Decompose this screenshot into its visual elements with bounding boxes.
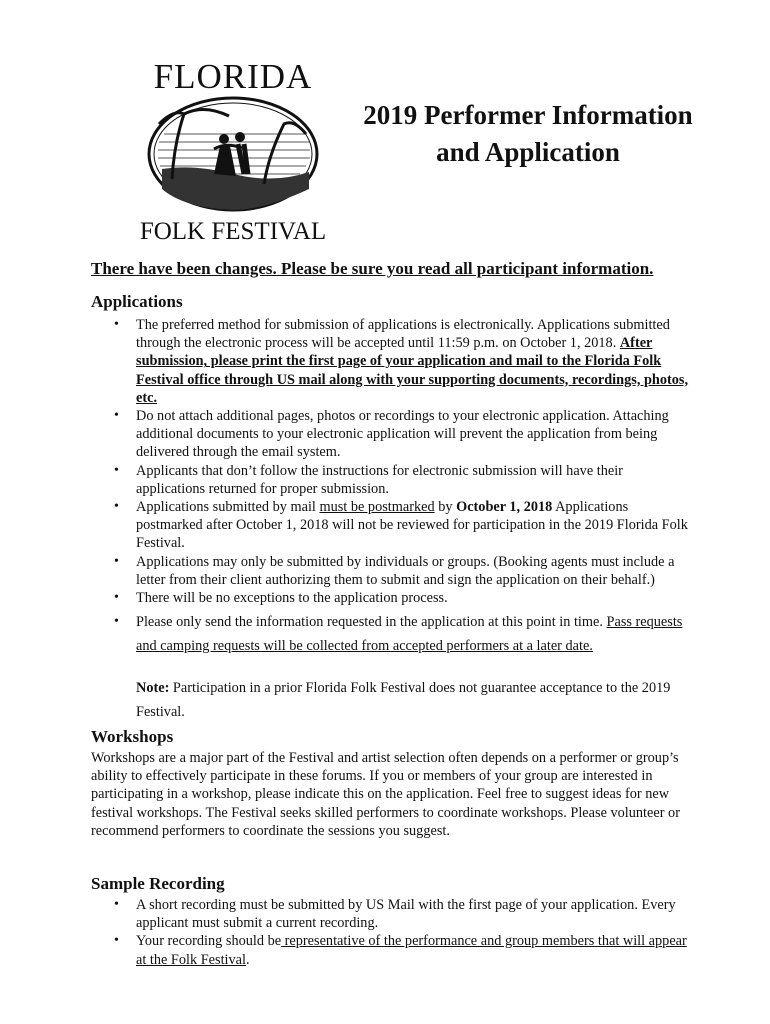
- dancing-couple-engraving-icon: [144, 94, 322, 214]
- list-item: • Applications may only be submitted by individuals or groups. (Booking agents must include a letter from their client authorizing them to submit and sign the application on their behalf.): [91, 553, 691, 589]
- sample-recording-heading: Sample Recording: [91, 874, 225, 893]
- changes-notice: There have been changes. Please be sure you read all participant information.: [91, 259, 654, 278]
- logo-top-text: FLORIDA: [153, 57, 313, 96]
- applications-heading: Applications: [91, 292, 183, 311]
- logo-bottom-text: FOLK FESTIVAL: [139, 218, 327, 245]
- list-item: • The preferred method for submission of applications is electronically. Applications submitted through the electronic process will be accepted until 11:59 p.m. on October 1, 2018. After submission, please print the first page of your application and mail to the Florida Folk Festival office through US mail along with your supporting documents, recordings, photos, etc.: [91, 316, 691, 407]
- list-item: • Please only send the information requested in the application at this point in time. Pass requests and camping requests will be collected from accepted performers at a later date.: [91, 610, 691, 658]
- list-item: • Your recording should be representative of the performance and group members that will appear at the Folk Festival.: [91, 932, 691, 968]
- list-item: • Do not attach additional pages, photos or recordings to your electronic application. Attaching additional documents to your electronic application will prevent the application from being delivered through the email system.: [91, 407, 691, 462]
- list-item: • Applicants that don’t follow the instructions for electronic submission will have their applications returned for proper submission.: [91, 462, 691, 498]
- list-item: • There will be no exceptions to the application process.: [91, 589, 691, 607]
- deadline-date: October 1, 2018: [456, 499, 553, 516]
- applications-list: [91, 316, 691, 658]
- list-item: • A short recording must be submitted by US Mail with the first page of your application. Every applicant must submit a current recording.: [91, 896, 691, 932]
- title-line-1: 2019 Performer Information: [363, 100, 693, 130]
- workshops-heading: Workshops: [91, 727, 174, 746]
- festival-logo: [138, 58, 328, 248]
- participation-note: Note: Participation in a prior Florida Folk Festival does not guarantee acceptance to the 2019 Festival.: [136, 680, 671, 720]
- title-line-2: and Application: [436, 137, 620, 167]
- workshops-paragraph: Workshops are a major part of the Festival and artist selection often depends on a performer or group’s ability to effectively participate in these forums. If you or members of your group are interested in participating in a workshop, please indicate this on the application. Feel free to suggest ideas for new festival workshops. The Festival seeks skilled performers to coordinate workshops. Please volunteer or recommend performers to coordinate the sessions you suggest.: [91, 750, 680, 839]
- list-item: • Applications submitted by mail must be postmarked by October 1, 2018 Applications postmarked after October 1, 2018 will not be reviewed for participation in the 2019 Florida Folk Festival.: [91, 498, 691, 553]
- page-title: [340, 97, 716, 171]
- sample-recording-list: [91, 896, 691, 969]
- print-instructions: After submission, please print the first page of your application and mail to the Florida Folk Festival office through US mail along with your supporting documents, recordings, photos, etc.: [136, 335, 689, 406]
